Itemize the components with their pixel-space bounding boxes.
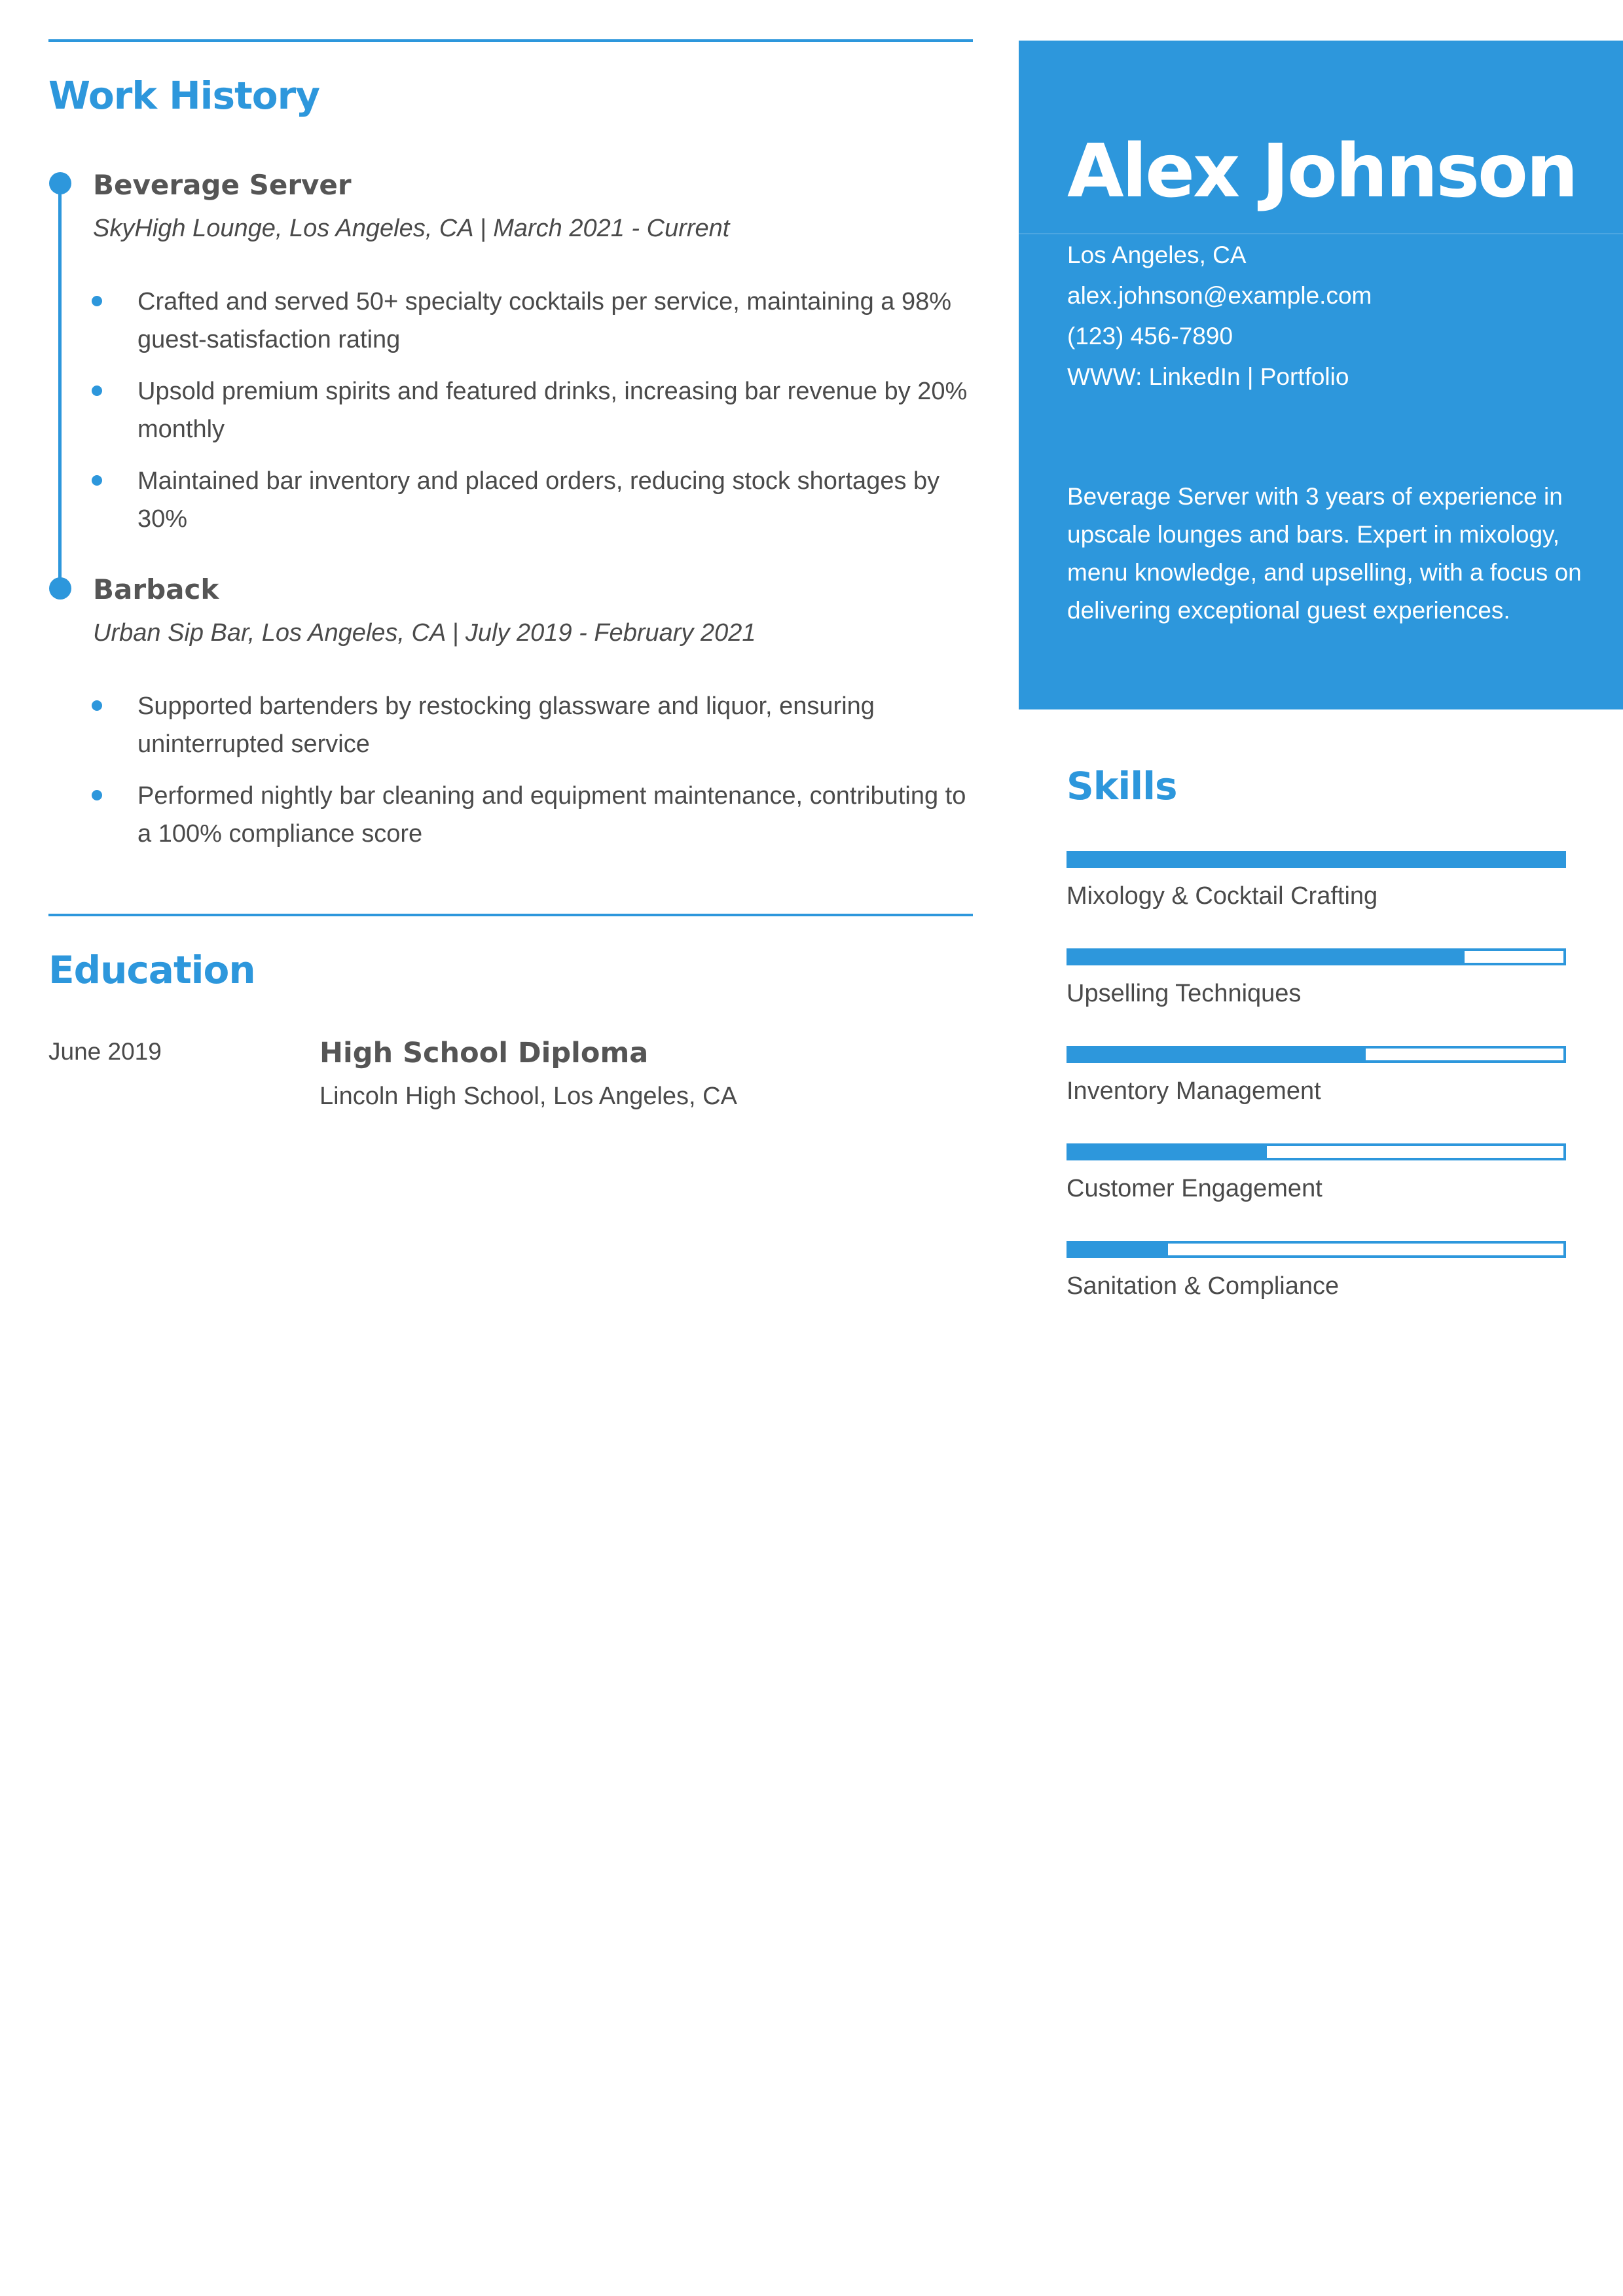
list-item <box>92 777 982 853</box>
education-heading: Education <box>48 948 255 992</box>
contact-location: Los Angeles, CA <box>1067 242 1247 268</box>
bullet-icon <box>92 790 102 800</box>
contact-links[interactable]: WWW: LinkedIn | Portfolio <box>1067 363 1349 390</box>
timeline-dot <box>49 577 71 600</box>
skill-label: Inventory Management <box>1067 1077 1321 1105</box>
bullet-text: Performed nightly bar cleaning and equipment maintenance, contributing to a 100% compliance score <box>137 782 966 848</box>
timeline-line <box>58 183 62 590</box>
bullet-text: Upsold premium spirits and featured drinks, increasing bar revenue by 20% monthly <box>137 378 968 443</box>
skill-label: Upselling Techniques <box>1067 980 1302 1007</box>
list-item <box>92 687 982 763</box>
education-school: Lincoln High School, Los Angeles, CA <box>319 1083 737 1110</box>
list-item <box>92 372 982 448</box>
list-item <box>92 462 982 538</box>
job-meta: SkyHigh Lounge, Los Angeles, CA | March 2021 - Current <box>93 215 730 242</box>
skill-label: Mixology & Cocktail Crafting <box>1067 882 1378 910</box>
job-meta: Urban Sip Bar, Los Angeles, CA | July 2019 - February 2021 <box>93 619 756 647</box>
education-top-rule <box>48 914 973 916</box>
skills-heading: Skills <box>1067 764 1177 808</box>
bullet-text: Maintained bar inventory and placed orders, reducing stock shortages by 30% <box>137 467 940 533</box>
bullet-icon <box>92 386 102 396</box>
header-panel <box>1019 41 1623 709</box>
education-degree: High School Diploma <box>319 1037 649 1069</box>
skill-level-fill <box>1069 853 1563 865</box>
timeline-dot <box>49 172 71 194</box>
skill-label: Customer Engagement <box>1067 1175 1322 1202</box>
bullet-text: Supported bartenders by restocking glassware and liquor, ensuring uninterrupted service <box>137 692 875 758</box>
bullet-icon <box>92 475 102 486</box>
contact-email[interactable]: alex.johnson@example.com <box>1067 282 1372 309</box>
education-date: June 2019 <box>48 1038 162 1065</box>
job-title: Barback <box>93 573 219 605</box>
skill-level-bar <box>1067 948 1566 965</box>
work-history-heading: Work History <box>48 73 320 118</box>
skill-level-bar <box>1067 1046 1566 1063</box>
skill-level-fill <box>1069 1244 1168 1255</box>
name-divider <box>1019 233 1623 234</box>
candidate-name: Alex Johnson <box>1067 129 1577 214</box>
bullet-text: Crafted and served 50+ specialty cocktails per service, maintaining a 98% guest-satisfaction rating <box>137 288 952 353</box>
contact-phone: (123) 456-7890 <box>1067 323 1233 350</box>
bullet-icon <box>92 296 102 306</box>
list-item <box>92 283 982 359</box>
bullet-icon <box>92 700 102 711</box>
skill-level-bar <box>1067 1143 1566 1160</box>
job-bullets <box>92 283 982 538</box>
skill-level-fill <box>1069 1146 1267 1158</box>
skill-label: Sanitation & Compliance <box>1067 1272 1340 1300</box>
profile-summary: Beverage Server with 3 years of experience in upscale lounges and bars. Expert in mixology, menu knowledge, and upselling, with a focus on delivering exceptional guest experiences. <box>1067 483 1582 624</box>
skill-level-fill <box>1069 1049 1366 1060</box>
work-history-top-rule <box>48 39 973 42</box>
job-bullets <box>92 687 982 853</box>
skill-level-bar <box>1067 851 1566 868</box>
skill-level-fill <box>1069 951 1465 963</box>
skill-level-bar <box>1067 1241 1566 1258</box>
job-title: Beverage Server <box>93 169 352 201</box>
